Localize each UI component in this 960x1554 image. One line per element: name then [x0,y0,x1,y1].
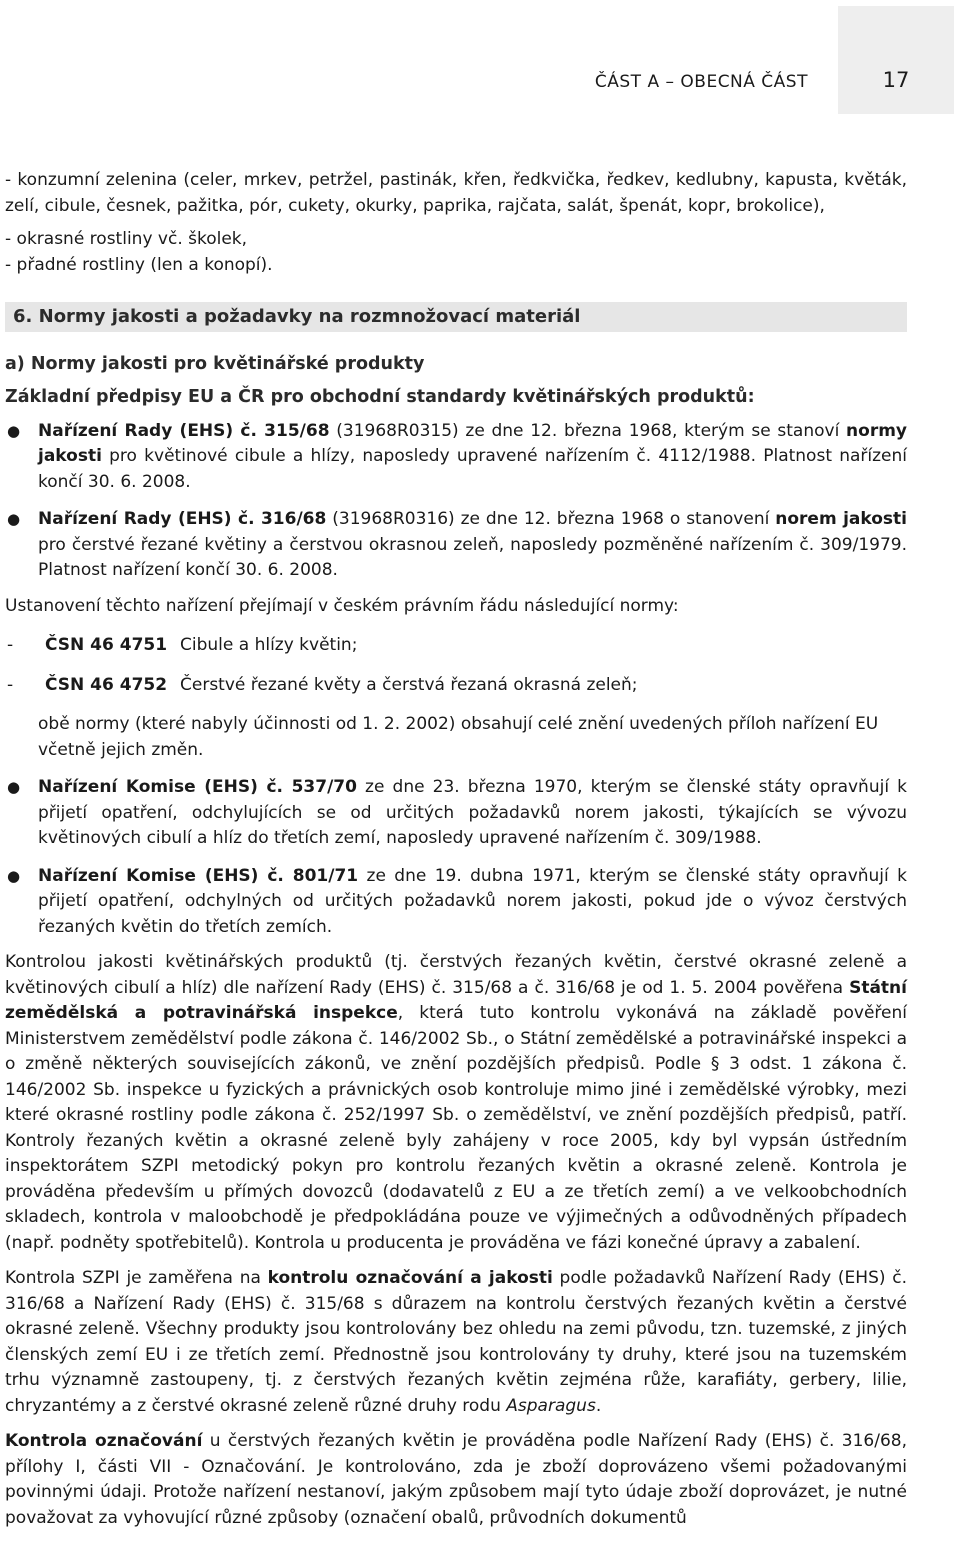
paragraph-text: . [595,1395,602,1416]
basic-regulations-heading: Základní předpisy EU a ČR pro obchodní standardy květinářských produktů: [5,387,755,407]
paragraph-text: podle požadavků Nařízení Rady (EHS) č. 316/68 a Nařízení Rady (EHS) č. 315/68 s důrazem na kontrolu čerstvých řezaných květin a čerstvé okrasné zeleně. Všechny produkty jsou kontrolovány bez ohledu na zemi původu, tzn. tuzemské, z jiných členských zemí EU i ze třetích zemí. Přednostně jsou kontrolovány ty druhy, které jsou na tuzemském trhu významně zastoupeny, tj. z čerstvých řezaných květin zejména růže, karafiáty, gerbery, lilie, chryzantémy a z čerstvé okrasné zeleně různé druhy rodu [5,1268,907,1416]
regulation-text: ze dne 19. dubna 1971, kterým se členské státy opravňují k přijetí opatření, odchylných od určitých požadavků norem jakosti, pokud jde o vývoz čerstvých řezaných květin do třetích zemích. [38,865,907,937]
norm-label: Čerstvé řezané květy a čerstvá řezaná okrasná zeleň; [180,674,638,695]
regulation-text: ze dne 23. března 1970, kterým se členské státy opravňují k přijetí opatření, odchylujících se od určitých požadavků norem jakosti, týkajících se vývozu květinových cibulí a hlíz do třetích zemí, naposledy upravené nařízením č. 309/1988. [38,777,907,848]
subsection-a-heading: a) Normy jakosti pro květinářské produkty [5,353,425,374]
norms-note: obě normy (které nabyly účinnosti od 1. 2. 2002) obsahují celé znění uvedených příloh nařízení EU včetně jejich změn. [38,714,879,760]
paragraph-text: Kontrola SZPI je zaměřena na [5,1268,268,1288]
regulation-title: Nařízení Komise (EHS) č. 537/70 [38,777,357,797]
paragraph-text: Kontrolou jakosti květinářských produktů (tj. čerstvých řezaných květin, čerstvé okrasné zeleně a květinových cibulí a hlíz) dle nařízení Rady (EHS) č. 315/68 a č. 316/68 je od 1. 5. 2004 pověřena [5,952,907,998]
adoption-intro: Ustanovení těchto nařízení přejímají v českém právním řádu následující normy: [5,595,679,616]
regulation-title: Nařízení Komise (EHS) č. 801/71 [38,865,359,886]
bullet-icon: ● [7,510,21,528]
paragraph-control-focus [5,1266,907,1419]
list-item-fibre: - přadné rostliny (len a konopí). [5,254,273,275]
list-item-vegetables: - konzumní zelenina (celer, mrkev, petržel, pastinák, křen, ředkvička, ředkev, kedlubny, kapusta, květák, zelí, cibule, česnek, pažitka, pór, cukety, okurky, paprika, rajčata, salát, špenát, kopr, brokolice), [5,170,907,216]
commission-regulation-801-71 [5,864,907,941]
page-number-box [838,6,954,114]
genus-name: Asparagus [506,1395,596,1416]
bullet-icon: ● [7,866,21,885]
paragraph-labelling [5,1429,907,1531]
regulation-emphasis: norem jakosti [775,509,907,529]
regulation-text: pro květinové cibule a hlízy, naposledy upravené nařízením č. 4112/1988. Platnost nařízení končí 30. 6. 2008. [38,446,907,492]
bullet-icon: ● [7,778,21,796]
regulation-title: Nařízení Rady (EHS) č. 316/68 [38,509,327,529]
page-body [5,168,907,1531]
regulation-text: (31968R0315) ze dne 12. března 1968, kterým se stanoví [329,420,847,441]
paragraph-emphasis: Kontrola označování [5,1431,203,1451]
regulation-text: (31968R0316) ze dne 12. března 1968 o stanovení [326,509,776,529]
section-heading: 6. Normy jakosti a požadavky na rozmnožovací materiál [5,302,907,332]
paragraph-inspection [5,950,907,1256]
paragraph-emphasis: kontrolu označování a jakosti [267,1268,553,1288]
regulation-emphasis: normy jakosti [38,420,908,466]
dash-marker: - [7,674,14,695]
regulation-title: Nařízení Rady (EHS) č. 315/68 [38,420,330,441]
norm-item [5,633,907,659]
paragraph-text: , která tuto kontrolu vykonává na základě pověření Ministerstvem zemědělství podle zákona č. 146/2002 Sb., o Státní zemědělské a potravinářské inspekci a o změně některých souvisejících zákonů, ve znění pozdějších předpisů. Podle § 3 odst. 1 zákona č. 146/2002 Sb. inspekce u fyzických a právnických osob kontroluje mimo jiné i zemědělské výrobky, mezi které okrasné rostliny podle zákona č. 252/1997 Sb. o zemědělství, ve znění pozdějších předpisů, patří. Kontroly řezaných květin a okrasné zeleně byly zahájeny v roce 2005, kdy byl vypsán ústředním inspektorátem SZPI metodický pokyn pro kontrolu řezaných květin a okrasné zeleně. Kontrola je prováděna především u přímých dovozců (dodavatelů z EU a ze třetích zemí) a ve velkoobchodních skladech, kontrola v maloobchodě je předpokládána pouze ve výjimečných a odůvodněných případech (např. podněty spotřebitelů). Kontrola u producenta je prováděna ve fázi konečné úpravy a zabalení. [5,1003,907,1253]
regulation-315-68 [5,419,907,496]
norm-label: Cibule a hlízy květin; [180,635,358,655]
regulation-316-68 [5,507,907,584]
regulation-text: pro čerstvé řezané květiny a čerstvou okrasnou zeleň, naposledy pozměněné nařízením č. 309/1979. Platnost nařízení končí 30. 6. 2008. [38,534,907,580]
norm-item [5,673,907,699]
bullet-icon: ● [7,421,21,440]
page-number: 17 [882,68,910,92]
paragraph-emphasis: Státní zemědělská a potravinářská inspekce [5,977,907,1023]
dash-marker: - [7,635,14,655]
paragraph-text: u čerstvých řezaných květin je prováděna podle Nařízení Rady (EHS) č. 316/68, přílohy I, části VII - Označování. Je kontrolováno, zda je zboží doprovázeno všemi požadovanými povinnými údaji. Protože nařízení nestanoví, jakým způsobem mají tyto údaje zboží doprovázet, je nutné považovat za vyhovující různé způsoby (označení obalů, průvodních dokumentů [5,1431,907,1528]
commission-regulation-537-70 [5,775,907,852]
norm-code: ČSN 46 4752 [45,674,168,695]
list-item-ornamental: - okrasné rostliny vč. školek, [5,229,248,249]
running-header: ČÁST A – OBECNÁ ČÁST [594,72,808,92]
norm-code: ČSN 46 4751 [45,635,168,655]
